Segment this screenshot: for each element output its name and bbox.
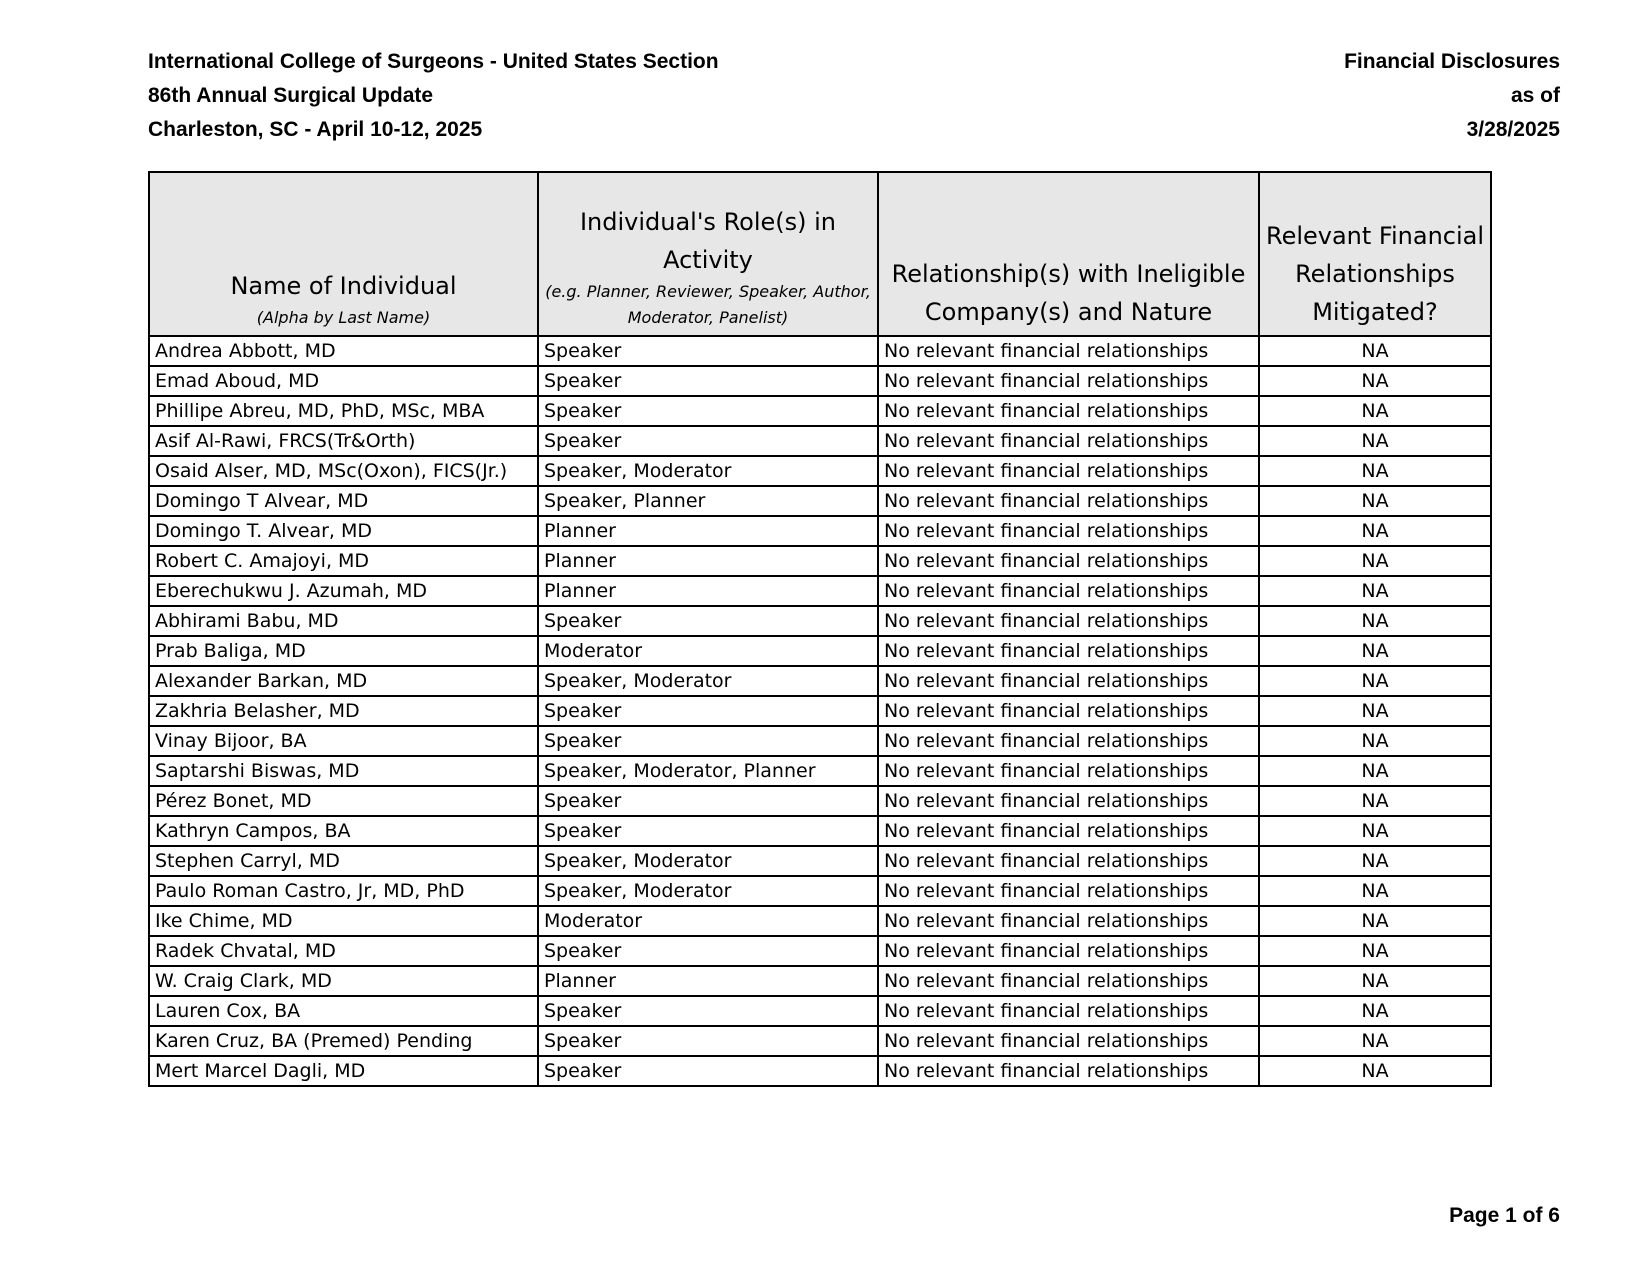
column-subtitle: (e.g. Planner, Reviewer, Speaker, Author, Moderator, Panelist)	[545, 282, 871, 327]
cell-mitigated: NA	[1259, 876, 1491, 906]
cell-relationship: No relevant financial relationships	[878, 816, 1259, 846]
document-header-right	[1344, 45, 1560, 147]
cell-name: Kathryn Campos, BA	[149, 816, 538, 846]
table-row	[149, 726, 1491, 756]
table-row	[149, 636, 1491, 666]
cell-relationship: No relevant financial relationships	[878, 966, 1259, 996]
column-title: Name of Individual	[230, 272, 457, 300]
cell-role: Speaker, Moderator	[538, 666, 878, 696]
cell-name: Osaid Alser, MD, MSc(Oxon), FICS(Jr.)	[149, 456, 538, 486]
cell-role: Moderator	[538, 636, 878, 666]
page-number: Page 1 of 6	[1449, 1204, 1560, 1227]
cell-relationship: No relevant financial relationships	[878, 876, 1259, 906]
cell-relationship: No relevant financial relationships	[878, 396, 1259, 426]
cell-name: Prab Baliga, MD	[149, 636, 538, 666]
cell-relationship: No relevant financial relationships	[878, 1056, 1259, 1086]
table-row	[149, 516, 1491, 546]
table-row	[149, 1056, 1491, 1086]
cell-relationship: No relevant financial relationships	[878, 936, 1259, 966]
table-row	[149, 906, 1491, 936]
column-header-name	[149, 172, 538, 336]
cell-role: Speaker, Moderator	[538, 456, 878, 486]
cell-mitigated: NA	[1259, 366, 1491, 396]
table-row	[149, 546, 1491, 576]
cell-mitigated: NA	[1259, 666, 1491, 696]
cell-relationship: No relevant financial relationships	[878, 1026, 1259, 1056]
cell-relationship: No relevant financial relationships	[878, 846, 1259, 876]
cell-mitigated: NA	[1259, 696, 1491, 726]
cell-relationship: No relevant financial relationships	[878, 366, 1259, 396]
cell-name: Alexander Barkan, MD	[149, 666, 538, 696]
cell-name: Vinay Bijoor, BA	[149, 726, 538, 756]
table-row	[149, 486, 1491, 516]
cell-role: Speaker	[538, 366, 878, 396]
table-row	[149, 936, 1491, 966]
table-row	[149, 456, 1491, 486]
as-of-label: as of	[1510, 84, 1560, 107]
cell-mitigated: NA	[1259, 846, 1491, 876]
cell-name: Saptarshi Biswas, MD	[149, 756, 538, 786]
cell-relationship: No relevant financial relationships	[878, 726, 1259, 756]
table-row	[149, 696, 1491, 726]
cell-name: Karen Cruz, BA (Premed) Pending	[149, 1026, 538, 1056]
cell-mitigated: NA	[1259, 816, 1491, 846]
cell-role: Planner	[538, 966, 878, 996]
table-row	[149, 336, 1491, 366]
table-header-row	[149, 172, 1491, 336]
cell-relationship: No relevant financial relationships	[878, 636, 1259, 666]
cell-name: Emad Aboud, MD	[149, 366, 538, 396]
cell-role: Speaker	[538, 696, 878, 726]
table-row	[149, 816, 1491, 846]
cell-name: Paulo Roman Castro, Jr, MD, PhD	[149, 876, 538, 906]
cell-role: Speaker	[538, 1056, 878, 1086]
cell-relationship: No relevant financial relationships	[878, 426, 1259, 456]
cell-name: Lauren Cox, BA	[149, 996, 538, 1026]
column-header-relationship	[878, 172, 1259, 336]
cell-relationship: No relevant financial relationships	[878, 996, 1259, 1026]
cell-relationship: No relevant financial relationships	[878, 666, 1259, 696]
table-row	[149, 966, 1491, 996]
cell-name: Stephen Carryl, MD	[149, 846, 538, 876]
cell-role: Speaker	[538, 1026, 878, 1056]
cell-role: Speaker, Planner	[538, 486, 878, 516]
cell-mitigated: NA	[1259, 396, 1491, 426]
column-title: Relevant Financial Relationships Mitigated?	[1265, 222, 1485, 326]
table-row	[149, 426, 1491, 456]
cell-relationship: No relevant financial relationships	[878, 456, 1259, 486]
cell-name: Domingo T Alvear, MD	[149, 486, 538, 516]
cell-name: W. Craig Clark, MD	[149, 966, 538, 996]
disclosures-table	[148, 171, 1492, 1087]
cell-role: Speaker	[538, 936, 878, 966]
cell-role: Speaker	[538, 426, 878, 456]
cell-mitigated: NA	[1259, 966, 1491, 996]
cell-relationship: No relevant financial relationships	[878, 336, 1259, 366]
cell-relationship: No relevant financial relationships	[878, 516, 1259, 546]
table-row	[149, 1026, 1491, 1056]
cell-relationship: No relevant financial relationships	[878, 606, 1259, 636]
cell-mitigated: NA	[1259, 936, 1491, 966]
cell-name: Andrea Abbott, MD	[149, 336, 538, 366]
cell-mitigated: NA	[1259, 456, 1491, 486]
cell-relationship: No relevant financial relationships	[878, 576, 1259, 606]
cell-role: Speaker, Moderator, Planner	[538, 756, 878, 786]
table-row	[149, 996, 1491, 1026]
cell-relationship: No relevant financial relationships	[878, 756, 1259, 786]
cell-mitigated: NA	[1259, 576, 1491, 606]
cell-role: Speaker	[538, 816, 878, 846]
table-body	[149, 336, 1491, 1086]
cell-mitigated: NA	[1259, 786, 1491, 816]
cell-mitigated: NA	[1259, 546, 1491, 576]
event-location-date: Charleston, SC - April 10-12, 2025	[148, 118, 483, 141]
cell-mitigated: NA	[1259, 516, 1491, 546]
cell-role: Moderator	[538, 906, 878, 936]
column-title: Individual's Role(s) in Activity	[579, 208, 837, 274]
cell-mitigated: NA	[1259, 1056, 1491, 1086]
cell-name: Zakhria Belasher, MD	[149, 696, 538, 726]
organization-title: International College of Surgeons - United States Section	[148, 50, 719, 73]
cell-name: Domingo T. Alvear, MD	[149, 516, 538, 546]
column-header-role	[538, 172, 878, 336]
cell-relationship: No relevant financial relationships	[878, 696, 1259, 726]
cell-mitigated: NA	[1259, 756, 1491, 786]
cell-relationship: No relevant financial relationships	[878, 546, 1259, 576]
table-row	[149, 606, 1491, 636]
cell-relationship: No relevant financial relationships	[878, 486, 1259, 516]
cell-mitigated: NA	[1259, 486, 1491, 516]
cell-role: Speaker	[538, 786, 878, 816]
cell-name: Asif Al-Rawi, FRCS(Tr&Orth)	[149, 426, 538, 456]
cell-name: Robert C. Amajoyi, MD	[149, 546, 538, 576]
table-row	[149, 846, 1491, 876]
cell-name: Abhirami Babu, MD	[149, 606, 538, 636]
table-row	[149, 366, 1491, 396]
cell-mitigated: NA	[1259, 906, 1491, 936]
cell-role: Speaker, Moderator	[538, 846, 878, 876]
column-title: Relationship(s) with Ineligible Company(s) and Nature	[891, 260, 1246, 326]
cell-name: Mert Marcel Dagli, MD	[149, 1056, 538, 1086]
cell-mitigated: NA	[1259, 336, 1491, 366]
cell-mitigated: NA	[1259, 426, 1491, 456]
table-row	[149, 666, 1491, 696]
table-row	[149, 756, 1491, 786]
cell-name: Pérez Bonet, MD	[149, 786, 538, 816]
cell-mitigated: NA	[1259, 726, 1491, 756]
cell-relationship: No relevant financial relationships	[878, 906, 1259, 936]
cell-role: Speaker, Moderator	[538, 876, 878, 906]
column-subtitle: (Alpha by Last Name)	[256, 308, 431, 327]
cell-mitigated: NA	[1259, 1026, 1491, 1056]
cell-role: Planner	[538, 576, 878, 606]
event-title: 86th Annual Surgical Update	[148, 84, 434, 107]
cell-role: Speaker	[538, 606, 878, 636]
cell-name: Phillipe Abreu, MD, PhD, MSc, MBA	[149, 396, 538, 426]
table-row	[149, 786, 1491, 816]
document-header-left	[148, 45, 719, 147]
cell-role: Speaker	[538, 726, 878, 756]
cell-role: Speaker	[538, 396, 878, 426]
cell-mitigated: NA	[1259, 636, 1491, 666]
as-of-date: 3/28/2025	[1466, 118, 1560, 141]
cell-name: Ike Chime, MD	[149, 906, 538, 936]
table-row	[149, 576, 1491, 606]
cell-relationship: No relevant financial relationships	[878, 786, 1259, 816]
cell-mitigated: NA	[1259, 996, 1491, 1026]
table-row	[149, 876, 1491, 906]
cell-role: Speaker	[538, 996, 878, 1026]
cell-role: Speaker	[538, 336, 878, 366]
cell-role: Planner	[538, 516, 878, 546]
cell-mitigated: NA	[1259, 606, 1491, 636]
column-header-mitigated	[1259, 172, 1491, 336]
cell-name: Eberechukwu J. Azumah, MD	[149, 576, 538, 606]
cell-role: Planner	[538, 546, 878, 576]
cell-name: Radek Chvatal, MD	[149, 936, 538, 966]
disclosures-title: Financial Disclosures	[1344, 50, 1560, 73]
table-row	[149, 396, 1491, 426]
